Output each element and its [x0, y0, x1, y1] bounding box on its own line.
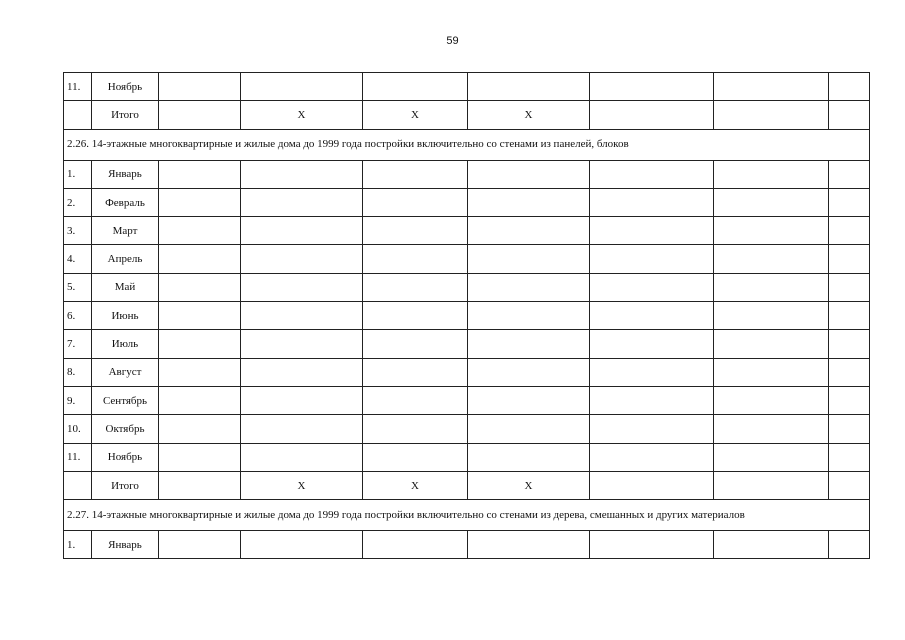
value-cell	[241, 415, 363, 443]
value-cell	[714, 471, 829, 499]
value-cell	[714, 302, 829, 330]
value-cell	[363, 217, 468, 245]
value-cell	[159, 302, 241, 330]
row-number: 4.	[64, 245, 92, 273]
value-cell	[241, 358, 363, 386]
month-row	[64, 217, 870, 245]
value-cell	[363, 160, 468, 188]
value-cell	[829, 160, 870, 188]
month-name: Ноябрь	[92, 73, 159, 101]
value-cell	[829, 188, 870, 216]
value-cell	[159, 330, 241, 358]
page-number: 59	[446, 35, 459, 47]
value-cell	[714, 386, 829, 414]
value-cell	[159, 160, 241, 188]
value-cell	[363, 443, 468, 471]
month-row	[64, 415, 870, 443]
value-cell	[159, 73, 241, 101]
value-cell	[714, 330, 829, 358]
month-row	[64, 188, 870, 216]
value-cell	[714, 531, 829, 559]
month-row	[64, 531, 870, 559]
value-cell	[468, 245, 590, 273]
value-cell	[590, 471, 714, 499]
value-cell	[468, 160, 590, 188]
value-cell	[363, 386, 468, 414]
value-cell	[468, 188, 590, 216]
value-cell	[714, 443, 829, 471]
value-cell	[159, 245, 241, 273]
value-cell	[363, 358, 468, 386]
month-row	[64, 245, 870, 273]
value-cell	[590, 531, 714, 559]
value-cell	[241, 73, 363, 101]
value-cell	[714, 73, 829, 101]
value-cell	[241, 443, 363, 471]
row-number: 1.	[64, 531, 92, 559]
value-cell	[159, 471, 241, 499]
value-cell	[363, 330, 468, 358]
total-row	[64, 471, 870, 499]
value-cell	[241, 245, 363, 273]
value-cell	[159, 531, 241, 559]
month-row	[64, 302, 870, 330]
section-header-row	[64, 500, 870, 531]
month-name: Июнь	[92, 302, 159, 330]
value-cell	[714, 188, 829, 216]
not-applicable-mark: X	[241, 101, 363, 129]
value-cell	[241, 160, 363, 188]
value-cell	[590, 217, 714, 245]
value-cell	[829, 273, 870, 301]
month-row	[64, 330, 870, 358]
row-number: 3.	[64, 217, 92, 245]
value-cell	[241, 386, 363, 414]
value-cell	[241, 330, 363, 358]
row-number: 11.	[64, 443, 92, 471]
value-cell	[159, 443, 241, 471]
month-name: Январь	[92, 531, 159, 559]
value-cell	[829, 73, 870, 101]
value-cell	[363, 273, 468, 301]
value-cell	[363, 188, 468, 216]
section-header-row	[64, 129, 870, 160]
not-applicable-mark: X	[468, 471, 590, 499]
value-cell	[468, 217, 590, 245]
not-applicable-mark: X	[468, 101, 590, 129]
value-cell	[159, 358, 241, 386]
value-cell	[829, 531, 870, 559]
month-name: Ноябрь	[92, 443, 159, 471]
value-cell	[468, 531, 590, 559]
value-cell	[590, 330, 714, 358]
value-cell	[468, 358, 590, 386]
value-cell	[590, 386, 714, 414]
row-number: 11.	[64, 73, 92, 101]
value-cell	[829, 443, 870, 471]
value-cell	[363, 415, 468, 443]
total-label: Итого	[92, 471, 159, 499]
month-name: Июль	[92, 330, 159, 358]
value-cell	[159, 217, 241, 245]
row-number: 6.	[64, 302, 92, 330]
month-name: Август	[92, 358, 159, 386]
row-number-cell	[64, 101, 92, 129]
value-cell	[590, 73, 714, 101]
value-cell	[829, 471, 870, 499]
month-row	[64, 160, 870, 188]
row-number: 9.	[64, 386, 92, 414]
value-cell	[590, 443, 714, 471]
month-name: Май	[92, 273, 159, 301]
row-number-cell	[64, 471, 92, 499]
value-cell	[468, 273, 590, 301]
value-cell	[590, 160, 714, 188]
value-cell	[241, 217, 363, 245]
value-cell	[159, 415, 241, 443]
value-cell	[468, 73, 590, 101]
not-applicable-mark: X	[363, 471, 468, 499]
value-cell	[714, 358, 829, 386]
value-cell	[159, 386, 241, 414]
value-cell	[590, 302, 714, 330]
value-cell	[159, 273, 241, 301]
value-cell	[590, 358, 714, 386]
value-cell	[829, 358, 870, 386]
value-cell	[714, 160, 829, 188]
section-title: 2.26. 14-этажные многоквартирные и жилые дома до 1999 года постройки включительно со стенами из панелей, блоков	[64, 129, 870, 160]
value-cell	[714, 273, 829, 301]
value-cell	[829, 101, 870, 129]
row-number: 7.	[64, 330, 92, 358]
value-cell	[468, 386, 590, 414]
month-name: Март	[92, 217, 159, 245]
value-cell	[714, 101, 829, 129]
section-title: 2.27. 14-этажные многоквартирные и жилые дома до 1999 года постройки включительно со стенами из дерева, смешанных и других материалов	[64, 500, 870, 531]
value-cell	[363, 302, 468, 330]
value-cell	[159, 101, 241, 129]
month-name: Апрель	[92, 245, 159, 273]
value-cell	[590, 415, 714, 443]
month-name: Январь	[92, 160, 159, 188]
value-cell	[468, 330, 590, 358]
value-cell	[468, 443, 590, 471]
value-cell	[468, 302, 590, 330]
total-label: Итого	[92, 101, 159, 129]
value-cell	[468, 415, 590, 443]
value-cell	[714, 245, 829, 273]
value-cell	[363, 73, 468, 101]
not-applicable-mark: X	[241, 471, 363, 499]
value-cell	[829, 330, 870, 358]
month-row	[64, 73, 870, 101]
total-row	[64, 101, 870, 129]
row-number: 10.	[64, 415, 92, 443]
month-row	[64, 443, 870, 471]
row-number: 8.	[64, 358, 92, 386]
value-cell	[714, 415, 829, 443]
month-name: Сентябрь	[92, 386, 159, 414]
tariff-table	[63, 72, 870, 559]
month-name: Октябрь	[92, 415, 159, 443]
value-cell	[829, 302, 870, 330]
month-row	[64, 273, 870, 301]
not-applicable-mark: X	[363, 101, 468, 129]
value-cell	[241, 302, 363, 330]
value-cell	[829, 386, 870, 414]
value-cell	[363, 245, 468, 273]
month-row	[64, 358, 870, 386]
value-cell	[363, 531, 468, 559]
value-cell	[590, 101, 714, 129]
value-cell	[829, 217, 870, 245]
month-row	[64, 386, 870, 414]
month-name: Февраль	[92, 188, 159, 216]
value-cell	[829, 415, 870, 443]
value-cell	[590, 188, 714, 216]
value-cell	[241, 531, 363, 559]
value-cell	[590, 245, 714, 273]
row-number: 1.	[64, 160, 92, 188]
value-cell	[241, 273, 363, 301]
value-cell	[714, 217, 829, 245]
row-number: 5.	[64, 273, 92, 301]
value-cell	[829, 245, 870, 273]
value-cell	[590, 273, 714, 301]
row-number: 2.	[64, 188, 92, 216]
value-cell	[159, 188, 241, 216]
value-cell	[241, 188, 363, 216]
